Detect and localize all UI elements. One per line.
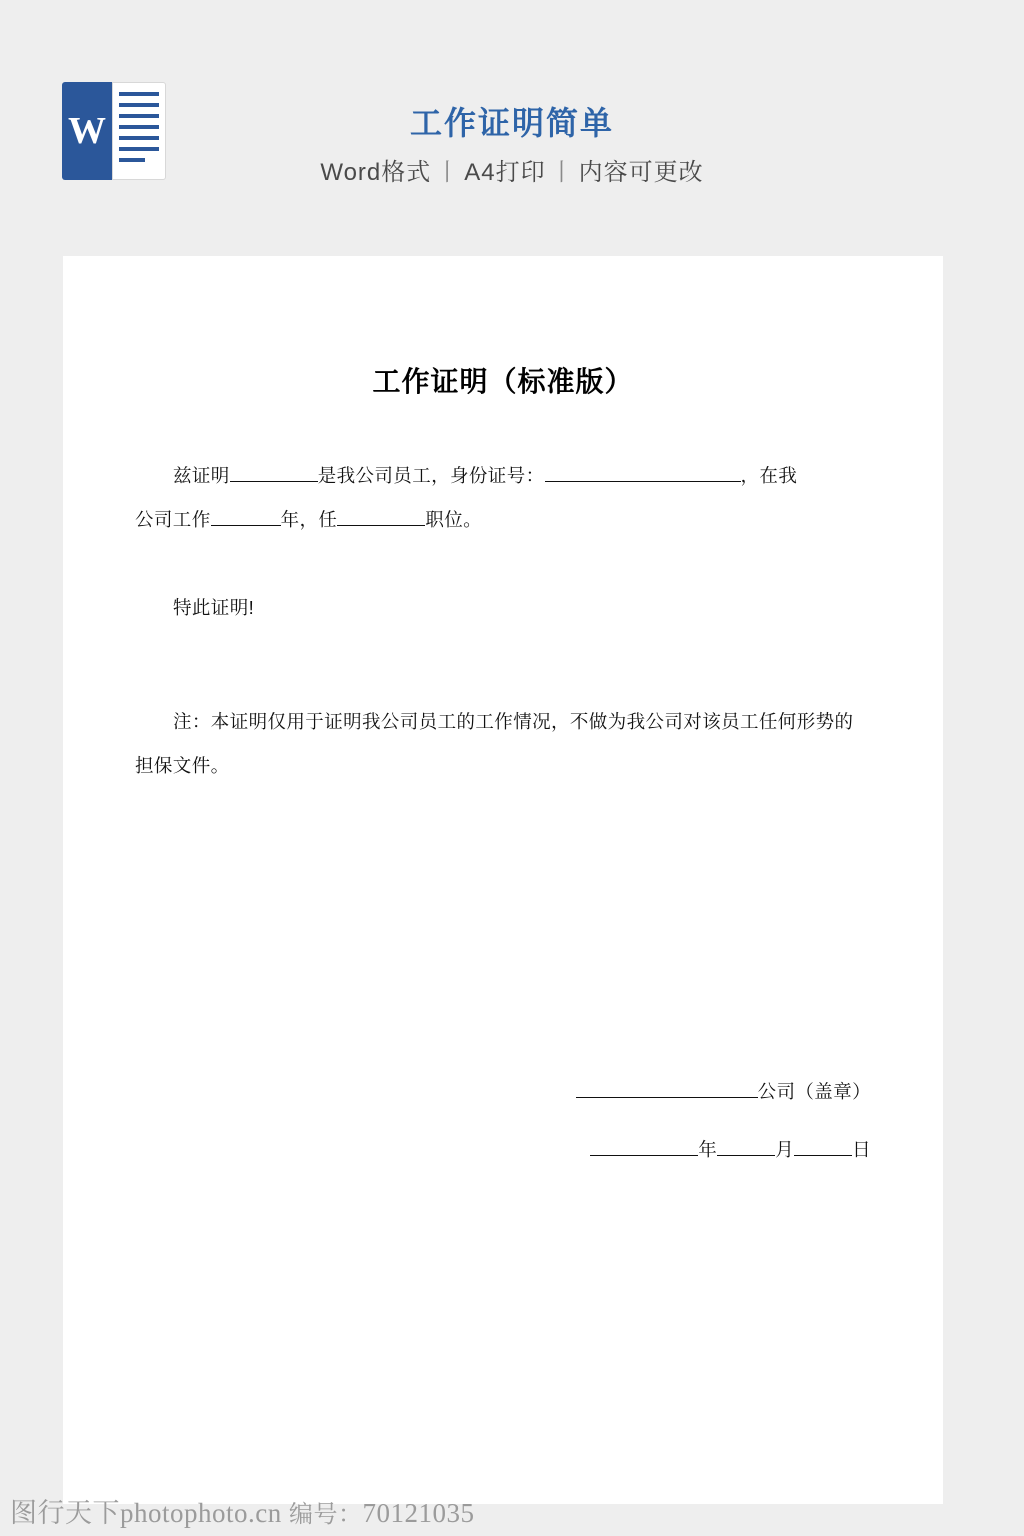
watermark-code-label: 编号： [289, 1501, 363, 1528]
watermark-code: 70121035 [362, 1498, 475, 1528]
banner-title: 工作证明简单 [409, 105, 614, 141]
certify-text-6: 职位。 [425, 509, 483, 530]
blank-work-years[interactable] [211, 506, 281, 526]
document-paragraph-note [135, 700, 871, 788]
document-paragraph-certify [135, 454, 871, 542]
signature-month-label: 月 [775, 1139, 795, 1160]
blank-job-title[interactable] [337, 506, 425, 526]
document-paragraph-hereby [135, 586, 871, 630]
certify-text-2: 是我公司员工，身份证号： [317, 465, 545, 486]
logo-line [119, 147, 159, 151]
watermark-footer [10, 1491, 475, 1530]
document-page [63, 256, 943, 1504]
banner-subtitle [0, 152, 1024, 187]
blank-month[interactable] [717, 1136, 775, 1156]
signature-day-label: 日 [852, 1139, 871, 1160]
signature-company-suffix: 公司（盖章） [757, 1081, 871, 1102]
signature-date-line [590, 1136, 871, 1162]
signature-year-label: 年 [698, 1139, 718, 1160]
hereby-text: 特此证明! [173, 597, 255, 618]
banner-subtitle-part-editable: 内容可更改 [578, 159, 704, 186]
note-text: 注：本证明仅用于证明我公司员工的工作情况，不做为我公司对该员工任何形势的担保文件。 [135, 711, 854, 776]
banner-subtitle-part-print: A4打印 [464, 159, 546, 186]
banner-subtitle-separator: 丨 [435, 159, 461, 186]
certify-text-5: 年，任 [280, 509, 338, 530]
certify-text-4: 公司工作 [135, 509, 211, 530]
banner-subtitle-part-format: Word格式 [320, 159, 432, 186]
signature-company-line [576, 1078, 871, 1104]
document-title: 工作证明（标准版） [372, 366, 634, 397]
certify-text-1: 兹证明 [173, 465, 230, 486]
blank-year[interactable] [590, 1136, 698, 1156]
logo-line [119, 92, 159, 96]
blank-employee-name[interactable] [230, 462, 318, 482]
blank-company-name[interactable] [576, 1078, 758, 1098]
word-logo-letter: W [68, 110, 106, 152]
banner-subtitle-separator: 丨 [549, 159, 575, 186]
watermark-site: 图行天下photophoto.cn [10, 1498, 282, 1528]
header-banner [0, 0, 1024, 256]
blank-day[interactable] [794, 1136, 852, 1156]
blank-id-number[interactable] [545, 462, 741, 482]
certify-text-3: ，在我 [740, 465, 798, 486]
